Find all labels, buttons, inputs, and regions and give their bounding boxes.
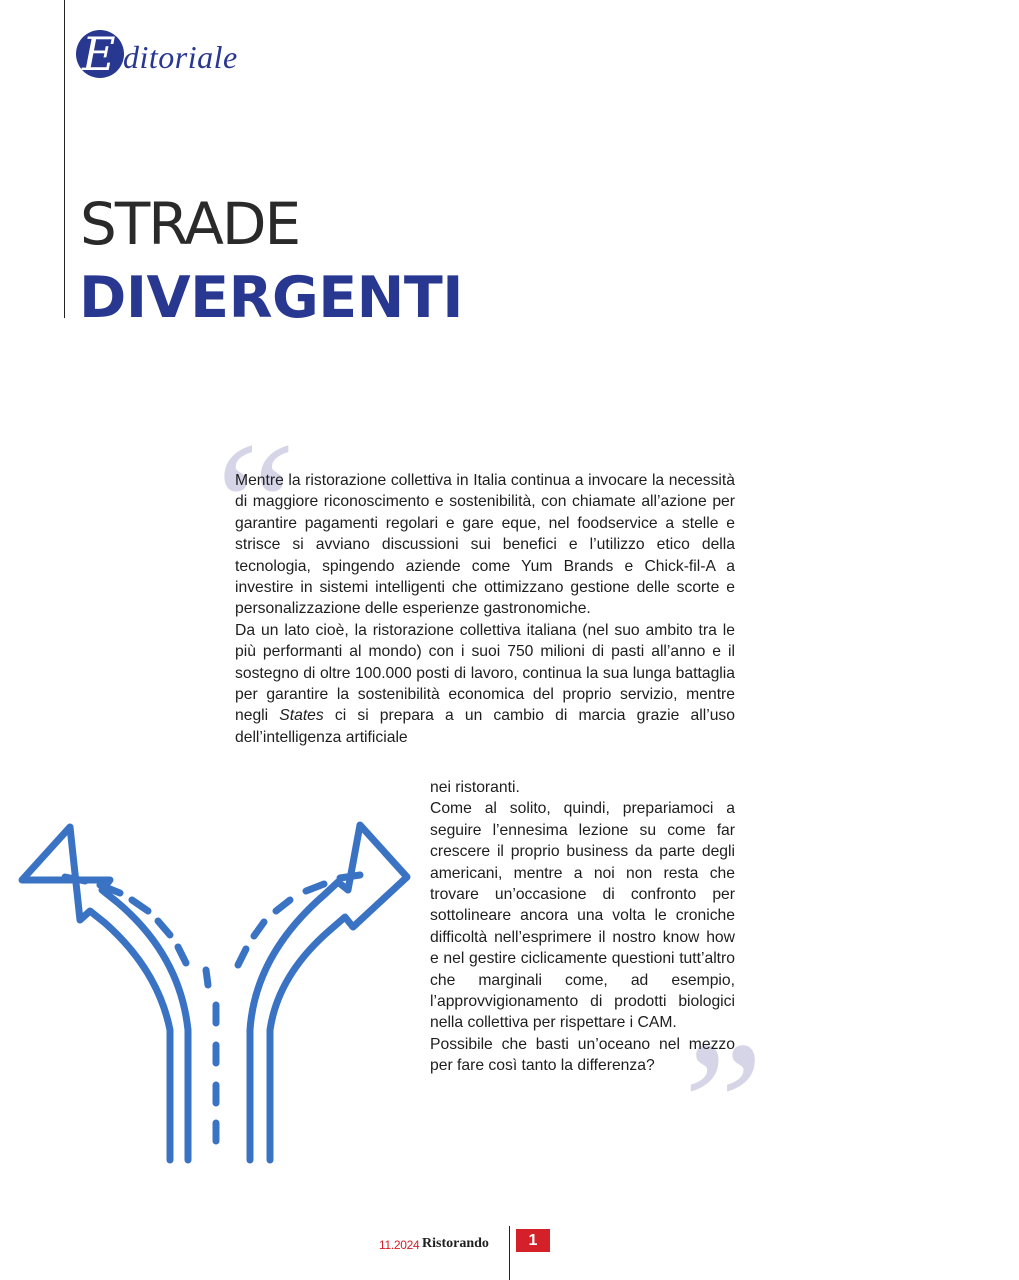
- paragraph-1: Mentre la ristorazione collettiva in Italia continua a invocare la necessità di maggiore riconoscimento e sostenibilità, con chiamate all’azione per garantire pagamenti regolari e gare eque, nel foodservice a stelle e strisce si avviano discussioni sui benefici e l’utilizzo etico della tecnologia, spingendo aziende come Yum Brands e Chick-fil-A a investire in sistemi intelligenti che ottimizzano gestione delle scorte e personalizzazione delle esperienze gastronomiche.: [235, 472, 735, 618]
- section-divider-line: [64, 0, 65, 318]
- road-left-edge: [22, 827, 188, 1160]
- logo-initial: E: [82, 27, 116, 81]
- diverging-roads-illustration: [10, 805, 430, 1175]
- paragraph-2: [235, 620, 735, 748]
- headline-line-1: STRADE: [80, 190, 300, 258]
- open-quote-mark: “: [198, 405, 299, 604]
- footer-divider: [509, 1226, 510, 1280]
- paragraph-2-italic: States: [279, 707, 324, 725]
- paragraph-4: Possibile che basti un’oceano nel mezzo per fare così tanto la differenza?: [430, 1035, 735, 1075]
- issue-date: 11.2024: [379, 1238, 420, 1252]
- road-right-edge: [250, 825, 407, 1160]
- editoriale-section-logo: [76, 25, 256, 85]
- paragraph-3: Come al solito, quindi, prepariamoci a seguire l’ennesima lezione su come far crescere il proprio business da parte degli americani, mentre a noi non resta che trovare un’occasione di confronto per sottolineare ancora una volta le croniche difficoltà nell’esprimere il nostro know how e nel gestire ciclicamente questioni tutt’altro che marginali come, ad esempio, l’approvvigionamento di prodotti biologici nella collettiva per rispettare i CAM.: [430, 800, 735, 1032]
- article-body-narrow: [430, 777, 735, 1077]
- close-quote-mark: ”: [664, 1005, 765, 1204]
- article-body: [235, 470, 735, 748]
- headline-line-2: DIVERGENTI: [79, 265, 463, 331]
- paragraph-2-part-2: ci si prepara a un cambio di marcia grazie all’uso dell’intelligenza artificiale: [235, 707, 735, 746]
- logo-text: ditoriale: [123, 39, 238, 75]
- page-number: 1: [516, 1229, 550, 1252]
- road-center-dashes: [65, 875, 360, 1141]
- magazine-name: Ristorando: [422, 1236, 489, 1251]
- paragraph-2-part-1: Da un lato cioè, la ristorazione collettiva italiana (nel suo ambito tra le più performanti al mondo) con i suoi 750 milioni di pasti all’anno e il sostegno di oltre 100.000 posti di lavoro, continua la sua lunga battaglia per garantire la sostenibilità economica del proprio servizio, mentre negli: [235, 621, 735, 725]
- paragraph-2-end: nei ristoranti.: [430, 779, 520, 796]
